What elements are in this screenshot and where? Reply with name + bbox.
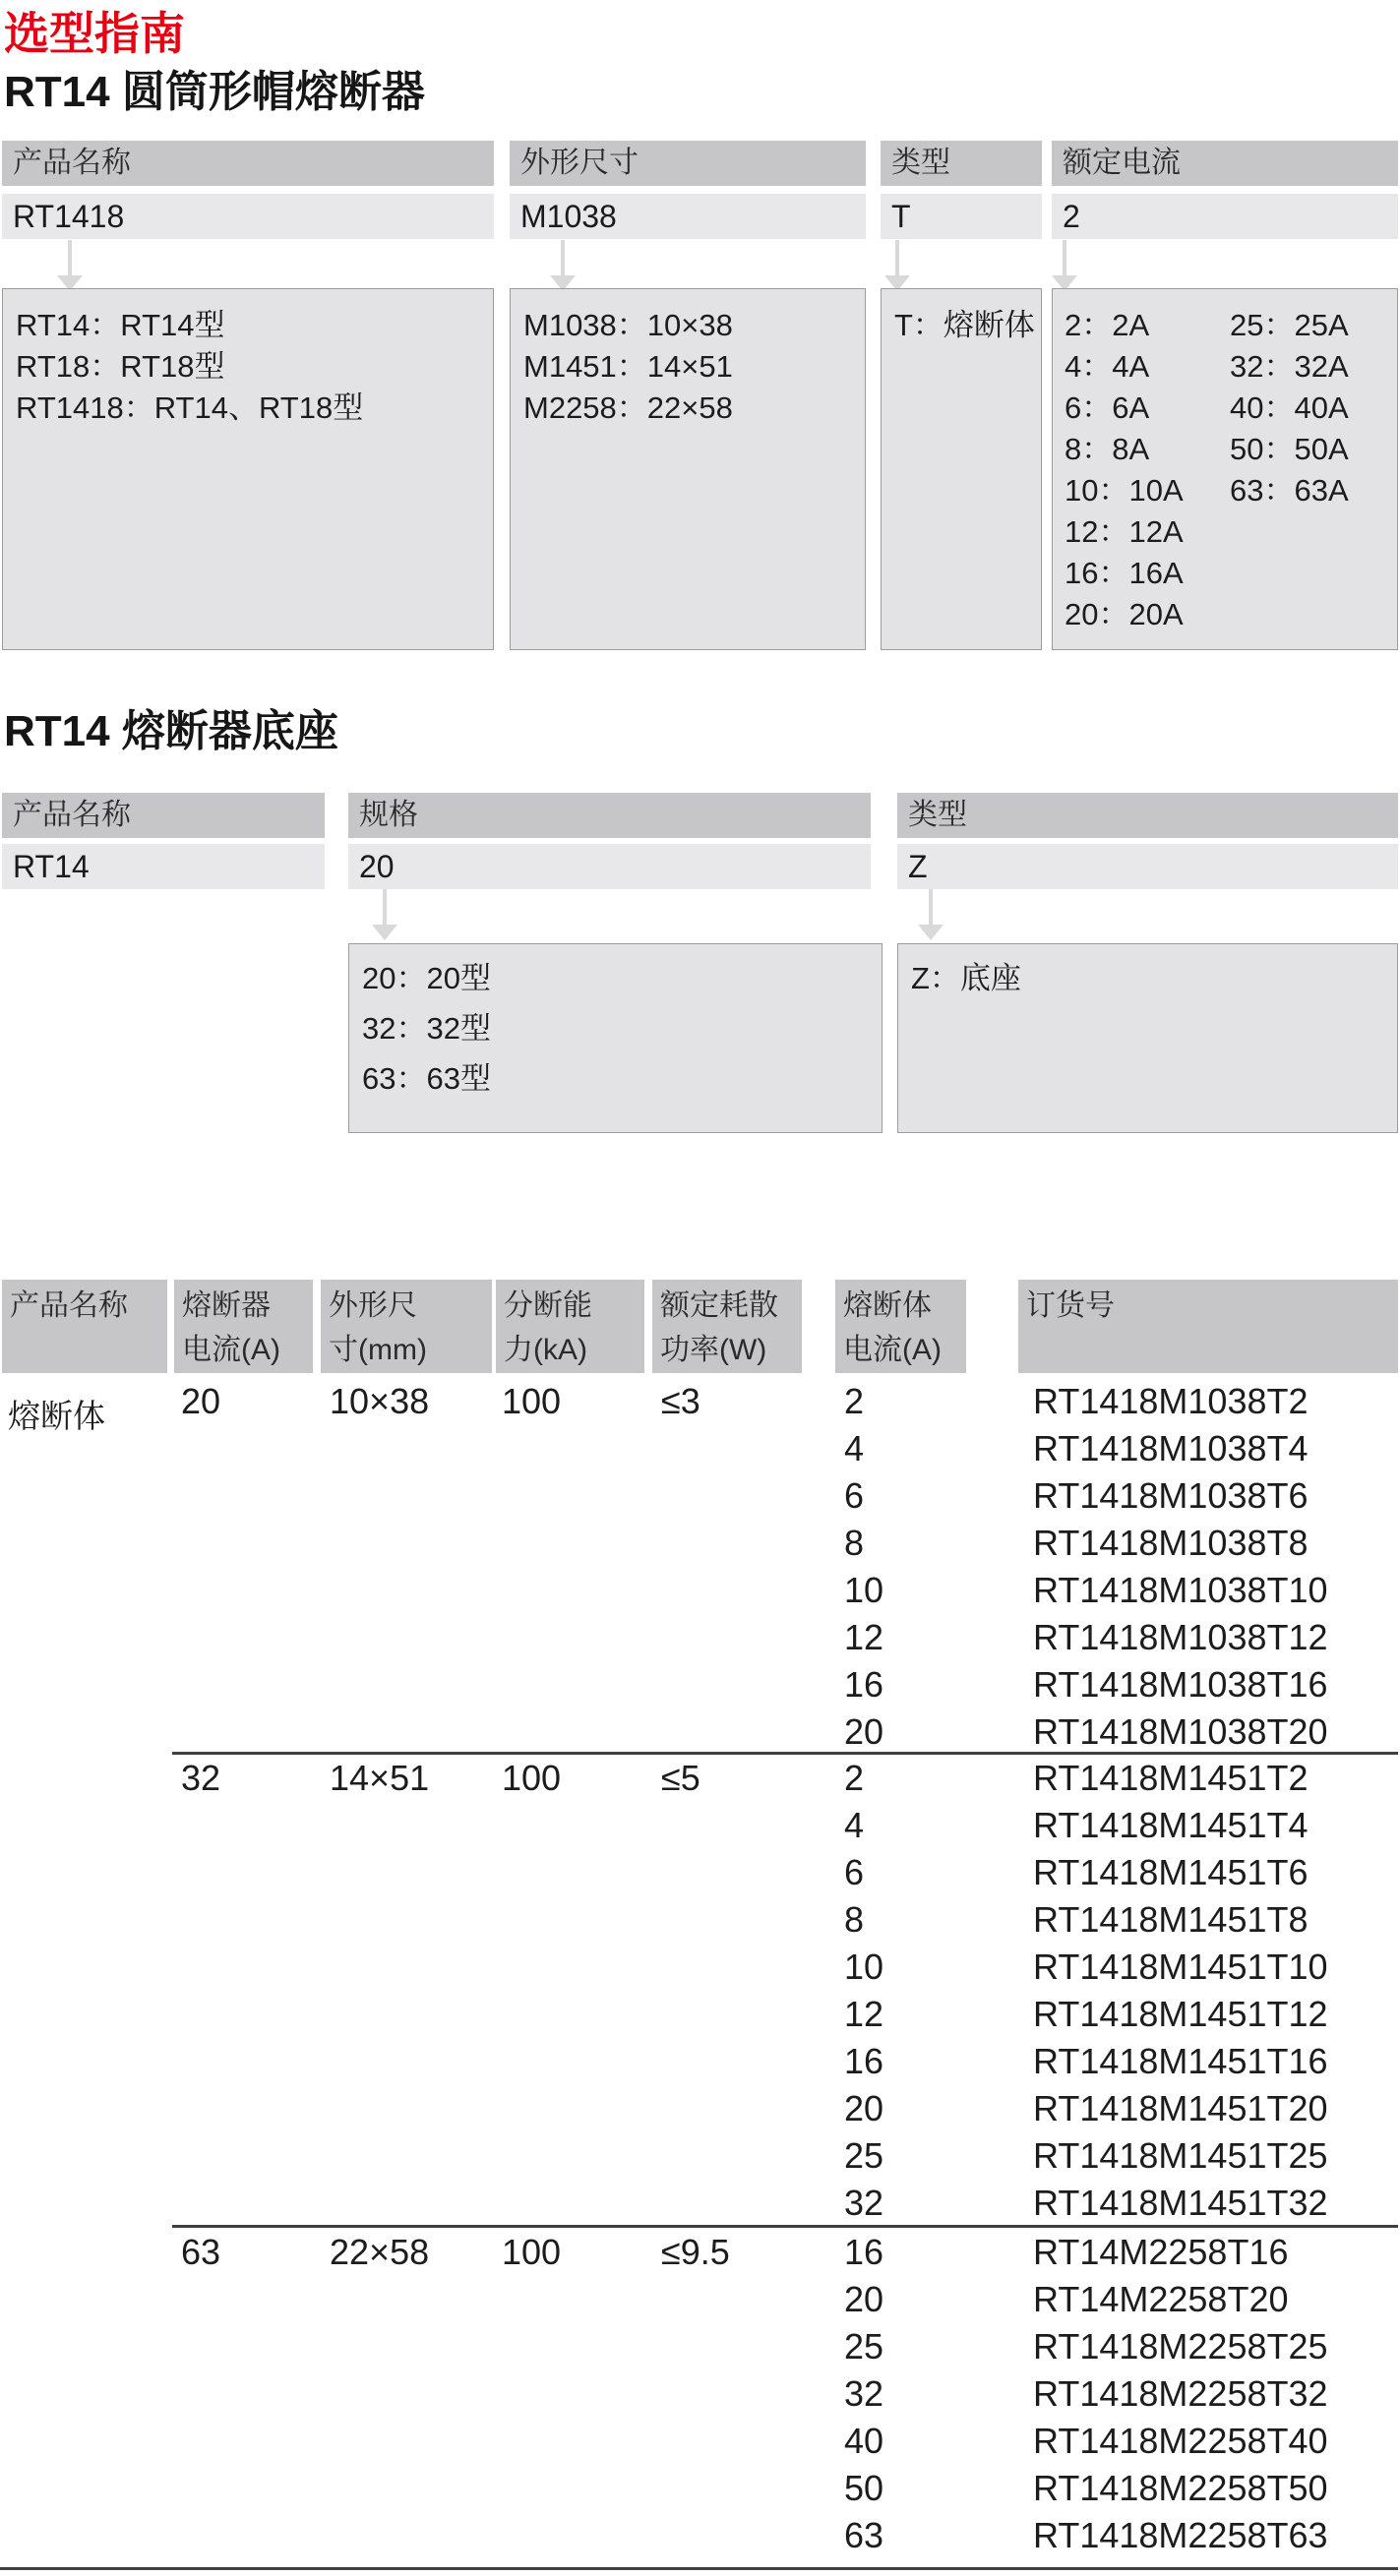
table-row xyxy=(0,2132,1400,2180)
section1-title: RT14 圆筒形帽熔断器 xyxy=(4,68,425,116)
s1-legend-dimensions xyxy=(510,288,866,650)
arrow-stem xyxy=(895,240,899,276)
arrow-stem xyxy=(561,240,565,276)
down-arrow-icon xyxy=(57,240,83,291)
table-row xyxy=(0,1378,1400,1425)
th-line2: 力(kA) xyxy=(504,1334,587,1366)
power-dissipation-cell: ≤9.5 xyxy=(661,2232,730,2272)
breaking-capacity-cell: 100 xyxy=(502,2232,562,2272)
power-dissipation-cell: ≤3 xyxy=(661,1381,700,1421)
fuselink-current-value: 6 xyxy=(844,1475,865,1516)
fuselink-current-value: 8 xyxy=(844,1523,865,1563)
table-row xyxy=(0,1896,1400,1944)
s2-header-product-name: 产品名称 xyxy=(2,793,325,838)
fuselink-current-value: 25 xyxy=(844,2326,884,2366)
fuselink-current-value: 10 xyxy=(844,1570,884,1610)
th-fuselink-current xyxy=(835,1280,966,1373)
order-number-value: RT1418M1038T4 xyxy=(1033,1428,1309,1468)
fuselink-current-value: 2 xyxy=(844,1381,865,1421)
th-line2: 功率(W) xyxy=(660,1334,767,1366)
legend-line: M1038：10×38 xyxy=(523,308,733,342)
legend-lines xyxy=(16,305,363,429)
down-arrow-icon xyxy=(884,240,910,291)
s2-legend-type xyxy=(897,943,1398,1133)
fuselink-current-value: 16 xyxy=(844,1664,884,1705)
table-row xyxy=(0,1567,1400,1614)
fuselink-current-value: 10 xyxy=(844,1947,884,1987)
table-group-1038 xyxy=(0,1378,1400,1756)
arrow-stem xyxy=(68,240,72,276)
legend-line: 16：16A xyxy=(1065,556,1184,590)
arrow-stem xyxy=(1063,240,1066,276)
s2-header-type: 类型 xyxy=(897,793,1398,838)
legend-line: 32：32型 xyxy=(362,1011,491,1046)
legend-line: 10：10A xyxy=(1065,473,1184,508)
arrow-head xyxy=(918,925,943,940)
order-number-value: RT1418M1038T2 xyxy=(1033,1381,1309,1421)
legend-line: Z：底座 xyxy=(911,961,1021,995)
fuselink-current-value: 12 xyxy=(844,1994,884,2034)
group-rows xyxy=(0,1755,1400,2227)
s2-legend-spec xyxy=(348,943,883,1133)
s1-value-rated-current: 2 xyxy=(1052,194,1398,239)
th-line1: 产品名称 xyxy=(10,1289,128,1322)
table-row xyxy=(0,1472,1400,1520)
order-number-value: RT1418M1038T16 xyxy=(1033,1664,1328,1705)
fuselink-current-value: 32 xyxy=(844,2183,884,2223)
table-group-2258 xyxy=(0,2229,1400,2559)
fuse-current-cell: 20 xyxy=(181,1381,221,1421)
th-product-name xyxy=(2,1280,167,1373)
fuselink-current-value: 4 xyxy=(844,1428,865,1468)
order-number-value: RT1418M1038T8 xyxy=(1033,1523,1309,1563)
table-row xyxy=(0,2370,1400,2418)
fuselink-current-value: 20 xyxy=(844,2279,884,2319)
s2-value-type: Z xyxy=(897,844,1398,889)
order-number-value: RT14M2258T20 xyxy=(1033,2279,1289,2319)
table-row xyxy=(0,1802,1400,1849)
fuse-current-cell: 63 xyxy=(181,2232,221,2272)
fuselink-current-value: 50 xyxy=(844,2468,884,2508)
arrow-head xyxy=(372,925,397,940)
fuselink-current-value: 16 xyxy=(844,2232,884,2272)
down-arrow-icon xyxy=(918,889,943,940)
legend-lines-left xyxy=(1065,305,1184,635)
fuselink-current-value: 20 xyxy=(844,2088,884,2128)
legend-line: RT1418：RT14、RT18型 xyxy=(16,390,364,425)
s1-value-type: T xyxy=(881,194,1042,239)
table-group-1451 xyxy=(0,1755,1400,2227)
order-number-value: RT14M2258T16 xyxy=(1033,2232,1289,2272)
th-line1: 熔断器 xyxy=(182,1289,271,1322)
table-row-label: 熔断体 xyxy=(8,1398,105,1434)
s1-legend-product-name xyxy=(2,288,494,650)
th-line2: 寸(mm) xyxy=(329,1334,427,1366)
table-row xyxy=(0,2512,1400,2559)
dimensions-cell: 10×38 xyxy=(330,1381,430,1421)
fuselink-current-value: 8 xyxy=(844,1899,865,1940)
s2-value-product-name: RT14 xyxy=(2,844,325,889)
fuselink-current-value: 20 xyxy=(844,1711,884,1752)
th-line1: 分断能 xyxy=(504,1289,592,1322)
th-line1: 熔断体 xyxy=(843,1289,932,1322)
table-row xyxy=(0,2465,1400,2512)
th-line2: 电流(A) xyxy=(182,1334,280,1366)
s1-value-product-name: RT1418 xyxy=(2,194,494,239)
table-row xyxy=(0,1755,1400,1802)
th-order-number xyxy=(1018,1280,1398,1373)
fuse-current-cell: 32 xyxy=(181,1758,221,1798)
table-row xyxy=(0,1991,1400,2038)
s1-header-product-name: 产品名称 xyxy=(2,141,494,186)
order-number-value: RT1418M1038T20 xyxy=(1033,1711,1328,1752)
legend-line: M2258：22×58 xyxy=(523,390,733,425)
down-arrow-icon xyxy=(550,240,576,291)
table-row xyxy=(0,1425,1400,1472)
table-row xyxy=(0,2418,1400,2465)
legend-line: 20：20A xyxy=(1065,597,1184,631)
table-row xyxy=(0,2229,1400,2276)
th-dimensions xyxy=(321,1280,492,1373)
s1-header-dimensions: 外形尺寸 xyxy=(510,141,866,186)
order-number-value: RT1418M1038T6 xyxy=(1033,1475,1309,1516)
legend-line: 40：40A xyxy=(1230,390,1349,425)
group-separator xyxy=(172,2225,1398,2228)
legend-lines xyxy=(911,953,1021,1003)
group-rows xyxy=(0,1378,1400,1756)
th-power-dissipation xyxy=(652,1280,802,1373)
breaking-capacity-cell: 100 xyxy=(502,1381,562,1421)
order-number-value: RT1418M1451T12 xyxy=(1033,1994,1328,2034)
arrow-stem xyxy=(383,889,387,926)
order-number-value: RT1418M1451T20 xyxy=(1033,2088,1328,2128)
power-dissipation-cell: ≤5 xyxy=(661,1758,700,1798)
fuselink-current-value: 40 xyxy=(844,2421,884,2461)
order-number-value: RT1418M1451T16 xyxy=(1033,2041,1328,2081)
legend-lines xyxy=(894,305,1035,346)
table-row xyxy=(0,1849,1400,1896)
th-line2: 电流(A) xyxy=(843,1334,942,1366)
th-breaking-capacity xyxy=(496,1280,644,1373)
legend-line: 8：8A xyxy=(1065,432,1150,466)
down-arrow-icon xyxy=(372,889,397,940)
legend-lines-right xyxy=(1230,305,1349,511)
s1-header-type: 类型 xyxy=(881,141,1042,186)
order-number-value: RT1418M2258T63 xyxy=(1033,2515,1328,2555)
legend-line: RT18：RT18型 xyxy=(16,349,225,384)
s2-value-spec: 20 xyxy=(348,844,871,889)
table-row xyxy=(0,1520,1400,1567)
legend-line: 6：6A xyxy=(1065,390,1150,425)
fuselink-current-value: 16 xyxy=(844,2041,884,2081)
legend-line: 2：2A xyxy=(1065,308,1150,342)
table-row xyxy=(0,2038,1400,2085)
order-number-value: RT1418M1451T10 xyxy=(1033,1947,1328,1987)
legend-line: 12：12A xyxy=(1065,514,1184,549)
legend-line: M1451：14×51 xyxy=(523,349,733,384)
s1-legend-rated-current xyxy=(1052,288,1398,650)
legend-line: 50：50A xyxy=(1230,432,1349,466)
table-row xyxy=(0,2180,1400,2227)
arrow-stem xyxy=(929,889,933,926)
s1-legend-type xyxy=(881,288,1042,650)
legend-line: 20：20型 xyxy=(362,961,491,995)
group-rows xyxy=(0,2229,1400,2559)
s2-header-spec: 规格 xyxy=(348,793,871,838)
legend-lines xyxy=(523,305,733,429)
order-number-value: RT1418M2258T32 xyxy=(1033,2373,1328,2414)
section2-title: RT14 熔断器底座 xyxy=(4,707,338,755)
order-number-value: RT1418M1038T10 xyxy=(1033,1570,1328,1610)
table-row xyxy=(0,1614,1400,1661)
fuselink-current-value: 4 xyxy=(844,1805,865,1845)
fuselink-current-value: 6 xyxy=(844,1852,865,1892)
order-number-value: RT1418M2258T25 xyxy=(1033,2326,1328,2366)
th-line1: 订货号 xyxy=(1026,1289,1115,1322)
table-row xyxy=(0,2323,1400,2370)
th-line1: 外形尺 xyxy=(329,1289,417,1322)
order-number-value: RT1418M2258T50 xyxy=(1033,2468,1328,2508)
table-bottom-rule xyxy=(0,2567,1398,2570)
legend-line: 63：63型 xyxy=(362,1061,491,1096)
table-row xyxy=(0,2276,1400,2323)
dimensions-cell: 22×58 xyxy=(330,2232,430,2272)
breaking-capacity-cell: 100 xyxy=(502,1758,562,1798)
th-fuse-current xyxy=(174,1280,313,1373)
legend-line: T：熔断体 xyxy=(894,308,1035,342)
dimensions-cell: 14×51 xyxy=(330,1758,430,1798)
down-arrow-icon xyxy=(1052,240,1077,291)
fuselink-current-value: 2 xyxy=(844,1758,865,1798)
order-number-value: RT1418M1451T6 xyxy=(1033,1852,1309,1892)
legend-line: 63：63A xyxy=(1230,473,1349,508)
page-title-red: 选型指南 xyxy=(4,8,185,59)
order-number-value: RT1418M1451T32 xyxy=(1033,2183,1328,2223)
table-row xyxy=(0,2085,1400,2132)
order-number-value: RT1418M1038T12 xyxy=(1033,1617,1328,1657)
table-row xyxy=(0,1944,1400,1991)
fuselink-current-value: 63 xyxy=(844,2515,884,2555)
fuselink-current-value: 25 xyxy=(844,2135,884,2176)
th-line1: 额定耗散 xyxy=(660,1289,778,1322)
order-number-value: RT1418M1451T2 xyxy=(1033,1758,1309,1798)
order-number-value: RT1418M1451T4 xyxy=(1033,1805,1309,1845)
s1-header-rated-current: 额定电流 xyxy=(1052,141,1398,186)
order-number-value: RT1418M1451T25 xyxy=(1033,2135,1328,2176)
legend-lines xyxy=(362,953,491,1104)
s1-value-dimensions: M1038 xyxy=(510,194,866,239)
fuselink-current-value: 32 xyxy=(844,2373,884,2414)
table-row xyxy=(0,1708,1400,1756)
table-row xyxy=(0,1661,1400,1708)
order-number-value: RT1418M1451T8 xyxy=(1033,1899,1309,1940)
legend-line: RT14：RT14型 xyxy=(16,308,225,342)
legend-line: 4：4A xyxy=(1065,349,1150,384)
legend-line: 25：25A xyxy=(1230,308,1349,342)
order-number-value: RT1418M2258T40 xyxy=(1033,2421,1328,2461)
legend-line: 32：32A xyxy=(1230,349,1349,384)
fuselink-current-value: 12 xyxy=(844,1617,884,1657)
